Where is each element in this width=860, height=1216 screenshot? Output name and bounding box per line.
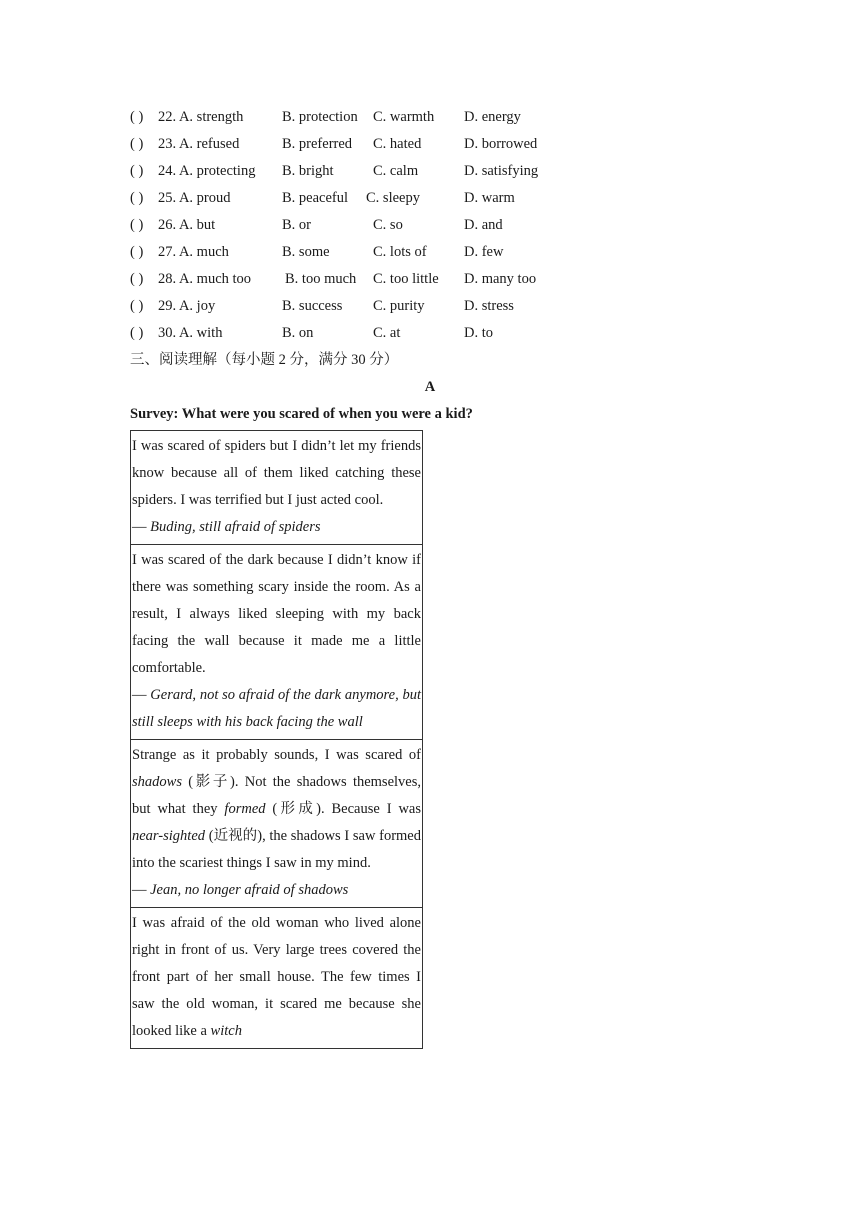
option-d: D. energy — [464, 109, 521, 125]
option-a: 24. A. protecting — [158, 163, 256, 179]
glossed-word: witch — [210, 1023, 242, 1039]
signature-dash: — — [132, 519, 151, 535]
question-row-24 — [130, 158, 730, 185]
glossed-word: near-sighted — [132, 828, 206, 844]
option-c: C. so — [373, 217, 403, 233]
question-row-28 — [130, 266, 730, 293]
passage-letter: A — [424, 379, 436, 395]
option-b: B. too much — [285, 271, 357, 287]
entry-signature — [132, 682, 421, 736]
signature-dash: — — [132, 882, 151, 898]
option-a: 28. A. much too — [158, 271, 252, 287]
option-d: D. borrowed — [464, 136, 538, 152]
option-c: C. calm — [373, 163, 419, 179]
option-d: D. satisfying — [464, 163, 539, 179]
entry-body — [132, 910, 421, 1045]
entry-text: (影子). Not the shadows themselves, but what they — [132, 774, 421, 817]
answer-blank[interactable]: ( ) — [130, 136, 144, 152]
entry-body: I was scared of the dark because I didn’t know if there was something scary inside the room. As a result, I always liked sleeping with my back facing the wall because it made me a little comfortable. — [132, 552, 421, 676]
survey-entry — [131, 740, 422, 908]
section-heading: 三、阅读理解（每小题 2 分，满分 30 分） — [130, 352, 399, 368]
option-a: 25. A. proud — [158, 190, 231, 206]
option-a: 30. A. with — [158, 325, 223, 341]
survey-table — [130, 430, 423, 1049]
question-row-22 — [130, 104, 730, 131]
glossed-word: shadows — [132, 774, 182, 790]
option-b: B. some — [282, 244, 330, 260]
question-row-30 — [130, 320, 730, 347]
entry-text: (形成). Because I was — [265, 801, 421, 817]
entry-text: Strange as it probably sounds, I was scared of — [132, 747, 421, 763]
answer-blank[interactable]: ( ) — [130, 190, 144, 206]
question-row-27 — [130, 239, 730, 266]
option-b: B. or — [282, 217, 311, 233]
entry-text: I was afraid of the old woman who lived alone right in front of us. Very large trees covered the front part of her small house. The few times I saw the old woman, it scared me because she looked like a — [132, 915, 421, 1039]
option-c: C. lots of — [373, 244, 427, 260]
option-d: D. few — [464, 244, 504, 260]
option-a: 29. A. joy — [158, 298, 216, 314]
entry-signature — [132, 877, 421, 904]
signature-text: Buding, still afraid of spiders — [150, 519, 321, 535]
answer-blank[interactable]: ( ) — [130, 325, 144, 341]
option-d: D. and — [464, 217, 503, 233]
option-b: B. preferred — [282, 136, 353, 152]
option-b: B. protection — [282, 109, 358, 125]
entry-body: I was scared of spiders but I didn’t let my friends know because all of them liked catching these spiders. I was terrified but I just acted cool. — [132, 438, 421, 508]
entry-text: (近视的), the shadows I saw formed into the scariest things I saw in my mind. — [132, 828, 421, 871]
question-row-29 — [130, 293, 730, 320]
entry-body — [132, 742, 421, 877]
entry-signature — [132, 514, 421, 541]
option-a: 22. A. strength — [158, 109, 244, 125]
answer-blank[interactable]: ( ) — [130, 109, 144, 125]
answer-blank[interactable]: ( ) — [130, 244, 144, 260]
option-d: D. many too — [464, 271, 537, 287]
answer-blank[interactable]: ( ) — [130, 298, 144, 314]
question-row-23 — [130, 131, 730, 158]
option-b: B. on — [282, 325, 314, 341]
option-d: D. to — [464, 325, 493, 341]
survey-title: Survey: What were you scared of when you were a kid? — [130, 406, 473, 422]
glossed-word: formed — [224, 801, 266, 817]
signature-dash: — — [132, 687, 151, 703]
answer-blank[interactable]: ( ) — [130, 163, 144, 179]
option-c: C. at — [373, 325, 401, 341]
option-a: 27. A. much — [158, 244, 229, 260]
option-a: 23. A. refused — [158, 136, 240, 152]
signature-text: Gerard, not so afraid of the dark anymore, but still sleeps with his back facing the wall — [132, 687, 422, 730]
option-d: D. warm — [464, 190, 515, 206]
option-c: C. too little — [373, 271, 439, 287]
question-row-26 — [130, 212, 730, 239]
survey-entry — [131, 431, 422, 545]
option-c: C. warmth — [373, 109, 435, 125]
answer-blank[interactable]: ( ) — [130, 217, 144, 233]
option-b: B. peaceful — [282, 190, 349, 206]
answer-blank[interactable]: ( ) — [130, 271, 144, 287]
option-b: B. success — [282, 298, 343, 314]
cloze-options-list — [130, 104, 730, 347]
option-c: C. purity — [373, 298, 425, 314]
option-a: 26. A. but — [158, 217, 216, 233]
option-b: B. bright — [282, 163, 334, 179]
signature-text: Jean, no longer afraid of shadows — [150, 882, 349, 898]
survey-entry — [131, 908, 422, 1048]
question-row-25 — [130, 185, 730, 212]
survey-entry — [131, 545, 422, 740]
option-d: D. stress — [464, 298, 514, 314]
option-c: C. sleepy — [366, 190, 420, 206]
option-c: C. hated — [373, 136, 422, 152]
